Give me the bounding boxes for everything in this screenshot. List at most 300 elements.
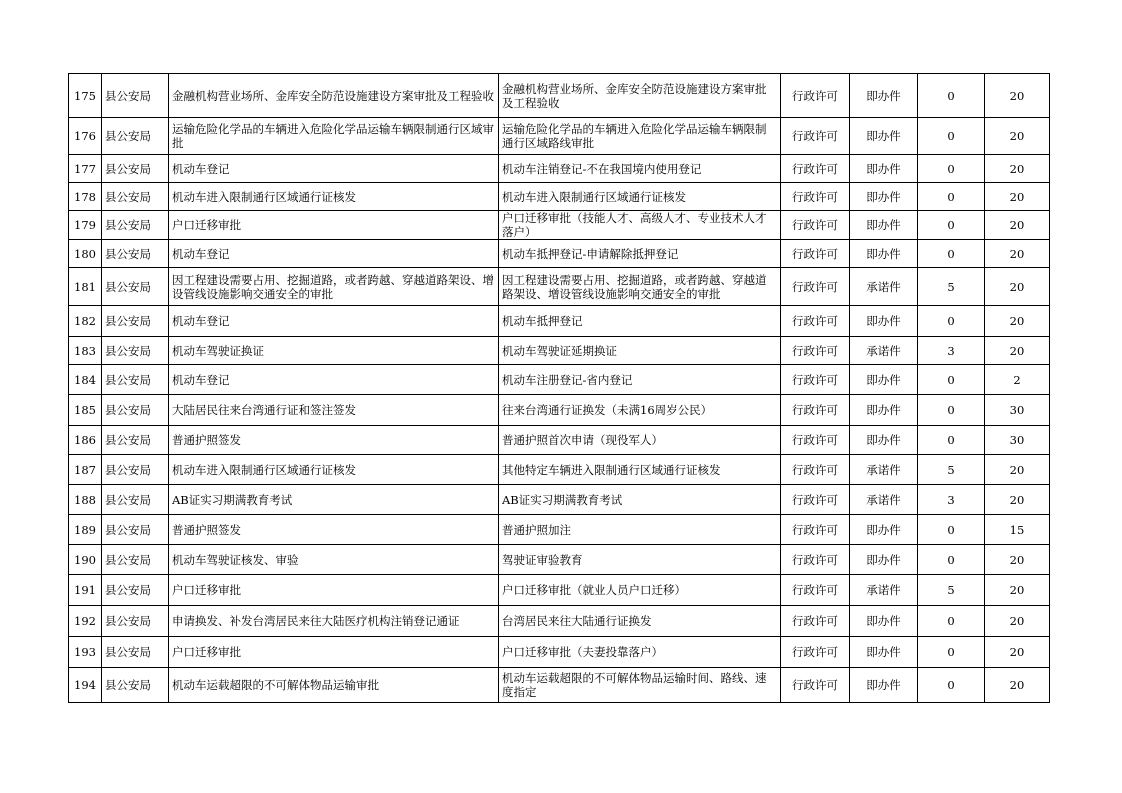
matter-name-cell [169, 455, 499, 485]
table-row [69, 268, 1050, 306]
matter-type-cell [781, 426, 850, 455]
sub-item-cell-text: 机动车运载超限的不可解体物品运输时间、路线、速度指定 [502, 671, 767, 699]
department-cell-text: 县公安局 [105, 552, 151, 567]
matter-name-cell [169, 306, 499, 337]
promised-days-cell-text: 0 [947, 552, 955, 567]
department-cell-text: 县公安局 [105, 246, 151, 261]
promised-days-cell [918, 455, 985, 485]
promised-days-cell-text: 0 [947, 678, 955, 692]
legal-days-cell [985, 575, 1050, 606]
matter-name-cell-text: 普通护照签发 [172, 522, 241, 537]
department-cell-text: 县公安局 [105, 189, 151, 204]
legal-days-cell [985, 211, 1050, 240]
row-number [69, 637, 102, 668]
table-row [69, 337, 1050, 365]
row-number-text: 176 [74, 129, 96, 143]
promised-days-cell-text: 0 [947, 372, 955, 387]
legal-days-cell [985, 637, 1050, 668]
sub-item-cell [499, 211, 781, 240]
department-cell [102, 455, 169, 485]
matter-name-cell-text: 户口迁移审批 [172, 645, 241, 659]
sub-item-cell [499, 637, 781, 668]
handling-kind-cell [850, 606, 918, 637]
promised-days-cell-text: 5 [947, 583, 955, 597]
row-number-text: 193 [74, 645, 96, 659]
matter-name-cell [169, 365, 499, 395]
matter-type-cell [781, 211, 850, 240]
matter-name-cell [169, 575, 499, 606]
department-cell-text: 县公安局 [105, 403, 151, 417]
handling-kind-cell [850, 337, 918, 365]
handling-kind-cell [850, 668, 918, 703]
sub-item-cell-text: 机动车注销登记-不在我国境内使用登记 [502, 161, 702, 176]
handling-kind-cell-text: 承诺件 [866, 492, 901, 507]
handling-kind-cell-text: 即办件 [866, 129, 901, 143]
sub-item-cell-text: 往来台湾通行证换发（未满16周岁公民） [502, 403, 713, 417]
sub-item-cell-text: AB证实习期满教育考试 [502, 492, 623, 507]
department-cell-text: 县公安局 [105, 522, 151, 537]
matter-name-cell [169, 545, 499, 575]
handling-kind-cell-text: 即办件 [866, 645, 901, 659]
row-number [69, 485, 102, 515]
department-cell-text: 县公安局 [105, 372, 151, 387]
department-cell-text: 县公安局 [105, 678, 151, 692]
legal-days-cell-text: 20 [1009, 552, 1025, 567]
promised-days-cell [918, 637, 985, 668]
legal-days-cell [985, 545, 1050, 575]
promised-days-cell-text: 0 [947, 645, 955, 659]
promised-days-cell [918, 668, 985, 703]
department-cell-text: 县公安局 [105, 279, 151, 294]
department-cell [102, 118, 169, 155]
sub-item-cell-text: 机动车抵押登记-申请解除抵押登记 [502, 246, 679, 261]
sub-item-cell-text: 金融机构营业场所、金库安全防范设施建设方案审批及工程验收 [502, 81, 767, 110]
promised-days-cell [918, 575, 985, 606]
sub-item-cell [499, 118, 781, 155]
sub-item-cell-text: 机动车抵押登记 [502, 314, 583, 328]
table-row [69, 183, 1050, 211]
matter-type-cell-text: 行政许可 [792, 492, 838, 507]
sub-item-cell [499, 240, 781, 268]
legal-days-cell [985, 515, 1050, 545]
row-number [69, 268, 102, 306]
promised-days-cell [918, 306, 985, 337]
department-cell-text: 县公安局 [105, 314, 151, 328]
department-cell-text: 县公安局 [105, 218, 151, 232]
department-cell [102, 306, 169, 337]
sub-item-cell-text: 户口迁移审批（就业人员户口迁移） [502, 583, 686, 597]
sub-item-cell [499, 365, 781, 395]
matter-type-cell [781, 183, 850, 211]
row-number [69, 606, 102, 637]
matter-name-cell [169, 426, 499, 455]
sub-item-cell [499, 455, 781, 485]
sub-item-cell [499, 306, 781, 337]
legal-days-cell [985, 455, 1050, 485]
promised-days-cell [918, 606, 985, 637]
department-cell [102, 211, 169, 240]
handling-kind-cell-text: 即办件 [866, 88, 901, 103]
matter-name-cell-text: 户口迁移审批 [172, 583, 241, 597]
row-number-text: 190 [74, 552, 96, 567]
sub-item-cell [499, 183, 781, 211]
sub-item-cell-text: 机动车进入限制通行区域通行证核发 [502, 189, 686, 204]
promised-days-cell-text: 0 [947, 614, 955, 628]
legal-days-cell-text: 30 [1009, 403, 1025, 417]
promised-days-cell [918, 268, 985, 306]
department-cell [102, 606, 169, 637]
department-cell [102, 240, 169, 268]
legal-days-cell-text: 15 [1009, 522, 1025, 537]
promised-days-cell-text: 0 [947, 88, 955, 103]
promised-days-cell-text: 0 [947, 403, 955, 417]
matter-name-cell-text: 机动车登记 [172, 246, 230, 261]
row-number-text: 191 [74, 583, 96, 597]
matter-name-cell [169, 240, 499, 268]
promised-days-cell [918, 74, 985, 118]
row-number [69, 74, 102, 118]
sub-item-cell-text: 机动车注册登记-省内登记 [502, 372, 633, 387]
department-cell [102, 268, 169, 306]
promised-days-cell [918, 118, 985, 155]
row-number-text: 186 [74, 433, 96, 447]
table-row [69, 240, 1050, 268]
table-row [69, 637, 1050, 668]
matter-name-cell-text: 金融机构营业场所、金库安全防范设施建设方案审批及工程验收 [172, 88, 494, 103]
legal-days-cell [985, 268, 1050, 306]
approval-items-table [68, 73, 1050, 703]
handling-kind-cell-text: 承诺件 [866, 343, 901, 358]
matter-type-cell [781, 575, 850, 606]
promised-days-cell-text: 0 [947, 129, 955, 143]
promised-days-cell-text: 0 [947, 522, 955, 537]
row-number [69, 395, 102, 426]
matter-type-cell [781, 668, 850, 703]
matter-type-cell [781, 268, 850, 306]
handling-kind-cell [850, 74, 918, 118]
matter-type-cell-text: 行政许可 [792, 314, 838, 328]
handling-kind-cell [850, 485, 918, 515]
row-number-text: 178 [74, 189, 96, 204]
department-cell [102, 365, 169, 395]
matter-type-cell-text: 行政许可 [792, 433, 838, 447]
promised-days-cell [918, 155, 985, 183]
matter-name-cell-text: 户口迁移审批 [172, 218, 241, 232]
matter-type-cell-text: 行政许可 [792, 522, 838, 537]
legal-days-cell [985, 183, 1050, 211]
legal-days-cell [985, 118, 1050, 155]
table-row [69, 606, 1050, 637]
promised-days-cell-text: 3 [947, 492, 955, 507]
department-cell [102, 426, 169, 455]
promised-days-cell [918, 545, 985, 575]
promised-days-cell [918, 365, 985, 395]
promised-days-cell-text: 0 [947, 161, 955, 176]
matter-name-cell [169, 211, 499, 240]
matter-name-cell-text: 机动车登记 [172, 372, 230, 387]
sub-item-cell [499, 155, 781, 183]
matter-type-cell-text: 行政许可 [792, 218, 838, 232]
matter-type-cell-text: 行政许可 [792, 372, 838, 387]
promised-days-cell [918, 240, 985, 268]
promised-days-cell-text: 0 [947, 246, 955, 261]
legal-days-cell [985, 155, 1050, 183]
department-cell-text: 县公安局 [105, 645, 151, 659]
matter-name-cell [169, 155, 499, 183]
sub-item-cell [499, 515, 781, 545]
sub-item-cell [499, 268, 781, 306]
sub-item-cell-text: 因工程建设需要占用、挖掘道路，或者跨越、穿越道路架设、增设管线设施影响交通安全的审批 [502, 272, 767, 301]
legal-days-cell [985, 306, 1050, 337]
department-cell [102, 395, 169, 426]
row-number-text: 175 [74, 88, 96, 103]
matter-type-cell [781, 545, 850, 575]
promised-days-cell [918, 426, 985, 455]
legal-days-cell-text: 20 [1009, 462, 1025, 477]
matter-type-cell [781, 515, 850, 545]
department-cell [102, 545, 169, 575]
handling-kind-cell-text: 即办件 [866, 218, 901, 232]
table-row [69, 306, 1050, 337]
legal-days-cell-text: 20 [1009, 614, 1025, 628]
sub-item-cell-text: 普通护照首次申请（现役军人） [502, 433, 663, 447]
matter-type-cell [781, 74, 850, 118]
sub-item-cell [499, 395, 781, 426]
legal-days-cell-text: 20 [1009, 678, 1025, 692]
promised-days-cell-text: 5 [947, 462, 955, 477]
row-number-text: 192 [74, 614, 96, 628]
matter-name-cell-text: 机动车登记 [172, 314, 230, 328]
table-row [69, 668, 1050, 703]
matter-name-cell [169, 668, 499, 703]
department-cell [102, 337, 169, 365]
matter-name-cell-text: AB证实习期满教育考试 [172, 492, 293, 507]
handling-kind-cell-text: 即办件 [866, 522, 901, 537]
matter-name-cell-text: 申请换发、补发台湾居民来往大陆医疗机构注销登记通证 [172, 614, 460, 628]
sub-item-cell-text: 其他特定车辆进入限制通行区域通行证核发 [502, 462, 721, 477]
sub-item-cell-text: 台湾居民来往大陆通行证换发 [502, 614, 652, 628]
legal-days-cell [985, 606, 1050, 637]
matter-type-cell-text: 行政许可 [792, 88, 838, 103]
row-number [69, 515, 102, 545]
matter-name-cell [169, 337, 499, 365]
matter-type-cell-text: 行政许可 [792, 678, 838, 692]
matter-type-cell [781, 455, 850, 485]
matter-type-cell-text: 行政许可 [792, 552, 838, 567]
promised-days-cell-text: 3 [947, 343, 955, 358]
promised-days-cell [918, 211, 985, 240]
legal-days-cell-text: 20 [1009, 189, 1025, 204]
department-cell-text: 县公安局 [105, 88, 151, 103]
legal-days-cell-text: 20 [1009, 218, 1025, 232]
matter-name-cell [169, 485, 499, 515]
legal-days-cell-text: 20 [1009, 88, 1025, 103]
promised-days-cell [918, 395, 985, 426]
table-row [69, 515, 1050, 545]
handling-kind-cell [850, 575, 918, 606]
legal-days-cell [985, 240, 1050, 268]
legal-days-cell-text: 30 [1009, 433, 1025, 447]
handling-kind-cell [850, 240, 918, 268]
promised-days-cell-text: 0 [947, 218, 955, 232]
matter-type-cell-text: 行政许可 [792, 129, 838, 143]
matter-name-cell [169, 74, 499, 118]
department-cell [102, 637, 169, 668]
matter-type-cell-text: 行政许可 [792, 161, 838, 176]
matter-name-cell-text: 大陆居民往来台湾通行证和签注签发 [172, 403, 356, 417]
matter-name-cell-text: 机动车进入限制通行区域通行证核发 [172, 189, 356, 204]
row-number [69, 337, 102, 365]
handling-kind-cell-text: 承诺件 [866, 279, 901, 294]
handling-kind-cell [850, 306, 918, 337]
legal-days-cell-text: 2 [1013, 372, 1021, 387]
table-row [69, 155, 1050, 183]
matter-type-cell [781, 155, 850, 183]
sub-item-cell-text: 驾驶证审验教育 [502, 552, 583, 567]
matter-type-cell [781, 606, 850, 637]
sub-item-cell [499, 575, 781, 606]
matter-name-cell [169, 606, 499, 637]
row-number [69, 426, 102, 455]
matter-name-cell-text: 机动车驾驶证换证 [172, 343, 264, 358]
matter-name-cell [169, 183, 499, 211]
department-cell [102, 74, 169, 118]
table-body [69, 74, 1050, 703]
handling-kind-cell [850, 545, 918, 575]
department-cell [102, 155, 169, 183]
promised-days-cell [918, 485, 985, 515]
department-cell-text: 县公安局 [105, 462, 151, 477]
matter-name-cell-text: 因工程建设需要占用、挖掘道路，或者跨越、穿越道路架设、增设管线设施影响交通安全的审批 [172, 272, 494, 301]
handling-kind-cell [850, 455, 918, 485]
row-number [69, 365, 102, 395]
row-number-text: 187 [74, 462, 96, 477]
handling-kind-cell [850, 426, 918, 455]
row-number-text: 177 [74, 161, 96, 176]
handling-kind-cell [850, 268, 918, 306]
legal-days-cell-text: 20 [1009, 314, 1025, 328]
row-number [69, 118, 102, 155]
row-number-text: 183 [74, 343, 96, 358]
row-number [69, 575, 102, 606]
legal-days-cell-text: 20 [1009, 492, 1025, 507]
row-number-text: 181 [74, 279, 96, 294]
department-cell-text: 县公安局 [105, 614, 151, 628]
row-number [69, 183, 102, 211]
row-number [69, 455, 102, 485]
handling-kind-cell [850, 395, 918, 426]
row-number-text: 184 [74, 372, 96, 387]
legal-days-cell [985, 426, 1050, 455]
handling-kind-cell-text: 即办件 [866, 433, 901, 447]
matter-type-cell-text: 行政许可 [792, 246, 838, 261]
table-row [69, 365, 1050, 395]
handling-kind-cell-text: 即办件 [866, 678, 901, 692]
sub-item-cell [499, 485, 781, 515]
handling-kind-cell-text: 即办件 [866, 403, 901, 417]
department-cell-text: 县公安局 [105, 343, 151, 358]
department-cell-text: 县公安局 [105, 583, 151, 597]
handling-kind-cell [850, 211, 918, 240]
legal-days-cell-text: 20 [1009, 343, 1025, 358]
table-row [69, 545, 1050, 575]
matter-name-cell-text: 机动车运载超限的不可解体物品运输审批 [172, 678, 379, 692]
matter-type-cell-text: 行政许可 [792, 279, 838, 294]
table-row [69, 395, 1050, 426]
matter-type-cell [781, 395, 850, 426]
handling-kind-cell-text: 即办件 [866, 161, 901, 176]
sub-item-cell-text: 普通护照加注 [502, 522, 571, 537]
matter-name-cell-text: 机动车登记 [172, 161, 230, 176]
legal-days-cell-text: 20 [1009, 583, 1025, 597]
handling-kind-cell-text: 即办件 [866, 246, 901, 261]
matter-name-cell-text: 普通护照签发 [172, 433, 241, 447]
row-number [69, 306, 102, 337]
table-row [69, 455, 1050, 485]
table-row [69, 485, 1050, 515]
sub-item-cell-text: 户口迁移审批（技能人才、高级人才、专业技术人才落户） [502, 211, 767, 239]
legal-days-cell-text: 20 [1009, 279, 1025, 294]
row-number-text: 185 [74, 403, 96, 417]
promised-days-cell [918, 515, 985, 545]
legal-days-cell [985, 395, 1050, 426]
matter-type-cell [781, 485, 850, 515]
row-number-text: 188 [74, 492, 96, 507]
promised-days-cell [918, 337, 985, 365]
matter-type-cell-text: 行政许可 [792, 645, 838, 659]
legal-days-cell [985, 668, 1050, 703]
promised-days-cell [918, 183, 985, 211]
handling-kind-cell-text: 即办件 [866, 189, 901, 204]
promised-days-cell-text: 0 [947, 433, 955, 447]
table-row [69, 211, 1050, 240]
matter-name-cell [169, 515, 499, 545]
legal-days-cell-text: 20 [1009, 246, 1025, 261]
department-cell [102, 575, 169, 606]
legal-days-cell [985, 365, 1050, 395]
matter-name-cell [169, 637, 499, 668]
row-number-text: 189 [74, 522, 96, 537]
sub-item-cell-text: 户口迁移审批（夫妻投靠落户） [502, 645, 663, 659]
matter-name-cell-text: 运输危险化学品的车辆进入危险化学品运输车辆限制通行区域审批 [172, 122, 494, 150]
matter-type-cell-text: 行政许可 [792, 343, 838, 358]
department-cell-text: 县公安局 [105, 492, 151, 507]
department-cell-text: 县公安局 [105, 433, 151, 447]
handling-kind-cell [850, 365, 918, 395]
matter-name-cell [169, 118, 499, 155]
handling-kind-cell [850, 515, 918, 545]
sub-item-cell [499, 606, 781, 637]
department-cell [102, 183, 169, 211]
row-number [69, 668, 102, 703]
matter-type-cell [781, 365, 850, 395]
handling-kind-cell-text: 承诺件 [866, 462, 901, 477]
matter-type-cell-text: 行政许可 [792, 583, 838, 597]
department-cell-text: 县公安局 [105, 129, 151, 143]
sub-item-cell-text: 机动车驾驶证延期换证 [502, 343, 617, 358]
matter-name-cell-text: 机动车进入限制通行区域通行证核发 [172, 462, 356, 477]
row-number [69, 155, 102, 183]
row-number [69, 211, 102, 240]
handling-kind-cell-text: 即办件 [866, 552, 901, 567]
department-cell [102, 485, 169, 515]
handling-kind-cell [850, 155, 918, 183]
matter-type-cell [781, 240, 850, 268]
row-number-text: 180 [74, 246, 96, 261]
sub-item-cell [499, 74, 781, 118]
matter-name-cell-text: 机动车驾驶证核发、审验 [172, 552, 299, 567]
matter-type-cell [781, 306, 850, 337]
